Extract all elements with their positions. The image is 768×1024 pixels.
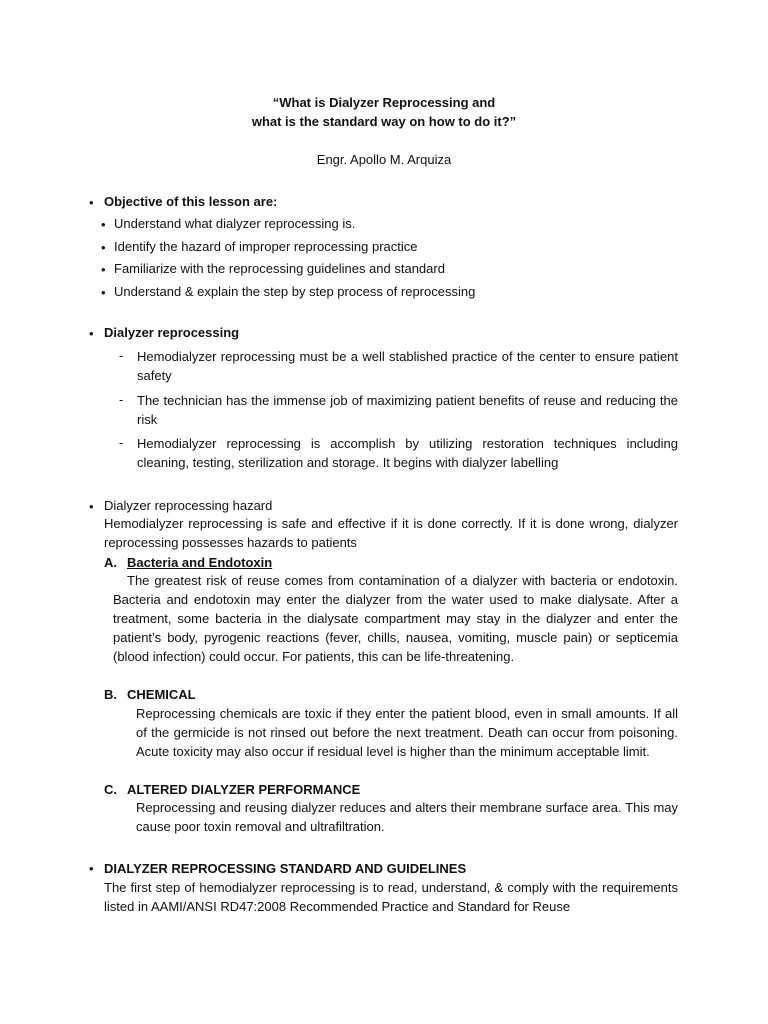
bullet-icon: • (89, 861, 94, 876)
chemical-body: Reprocessing chemicals are toxic if they enter the patient blood, even in small amounts. If all of the germicide is not rinsed out before the next treatment. Death can occur from poisoning. Acute toxicity may also occur if residual level is higher than the minimum acceptable limit. (136, 706, 678, 759)
author-name: Engr. Apollo M. Arquiza (316, 152, 452, 167)
bacteria-endotoxin-title: Bacteria and Endotoxin (127, 555, 273, 570)
objective-item: Identify the hazard of improper reprocessing practice (114, 239, 418, 254)
dash-icon: - (119, 392, 124, 407)
bullet-icon: • (89, 195, 94, 210)
hazard-heading: Dialyzer reprocessing hazard (104, 498, 273, 513)
item-letter: C. (104, 782, 117, 797)
altered-performance-body: Reprocessing and reusing dialyzer reduces and alters their membrane surface area. This may cause poor toxin removal and ultrafiltration. (136, 800, 678, 834)
objective-heading: Objective of this lesson are: (104, 194, 278, 209)
bullet-icon: • (101, 217, 106, 232)
bullet-icon: • (101, 240, 106, 255)
altered-performance-title: ALTERED DIALYZER PERFORMANCE (127, 782, 361, 797)
bacteria-endotoxin-body: The greatest risk of reuse comes from contamination of a dialyzer with bacteria or endotoxin. Bacteria and endotoxin may enter the dialyzer from the water used to make dialysate. After a treatment, some bacteria in the dialysate compartment may stay in the dialyzer and enter the patient’s body, pyrogenic reactions (fever, chills, nausea, vomiting, muscle pain) or septicemia (blood infection) could occur. For patients, this can be life-threatening. (113, 573, 678, 664)
item-letter: B. (104, 687, 117, 702)
objective-item: Understand & explain the step by step process of reprocessing (114, 284, 476, 299)
chemical-title: CHEMICAL (127, 687, 196, 702)
document-title-line-1: “What is Dialyzer Reprocessing and (272, 95, 496, 110)
objective-item: Familiarize with the reprocessing guidelines and standard (114, 261, 445, 276)
bullet-icon: • (89, 326, 94, 341)
standard-heading: DIALYZER REPROCESSING STANDARD AND GUIDELINES (104, 861, 467, 876)
standard-body: The first step of hemodialyzer reprocessing is to read, understand, & comply with the requirements listed in AAMI/ANSI RD47:2008 Recommended Practice and Standard for Reuse (104, 880, 678, 914)
bullet-icon: • (101, 285, 106, 300)
reprocessing-heading: Dialyzer reprocessing (104, 325, 240, 340)
hazard-intro: Hemodialyzer reprocessing is safe and effective if it is done correctly. If it is done wrong, dialyzer reprocessing possesses hazards to patients (104, 516, 678, 550)
objective-item: Understand what dialyzer reprocessing is. (114, 216, 356, 231)
bullet-icon: • (101, 262, 106, 277)
reprocessing-item: Hemodialyzer reprocessing must be a well stablished practice of the center to ensure patient safety (137, 349, 678, 383)
item-letter: A. (104, 555, 117, 570)
dash-icon: - (119, 435, 124, 450)
dash-icon: - (119, 348, 124, 363)
reprocessing-item: Hemodialyzer reprocessing is accomplish by utilizing restoration techniques including cleaning, testing, sterilization and storage. It begins with dialyzer labelling (137, 436, 678, 470)
bullet-icon: • (89, 499, 94, 514)
document-title-line-2: what is the standard way on how to do it?” (251, 114, 517, 129)
reprocessing-item: The technician has the immense job of maximizing patient benefits of reuse and reducing the risk (137, 393, 678, 427)
